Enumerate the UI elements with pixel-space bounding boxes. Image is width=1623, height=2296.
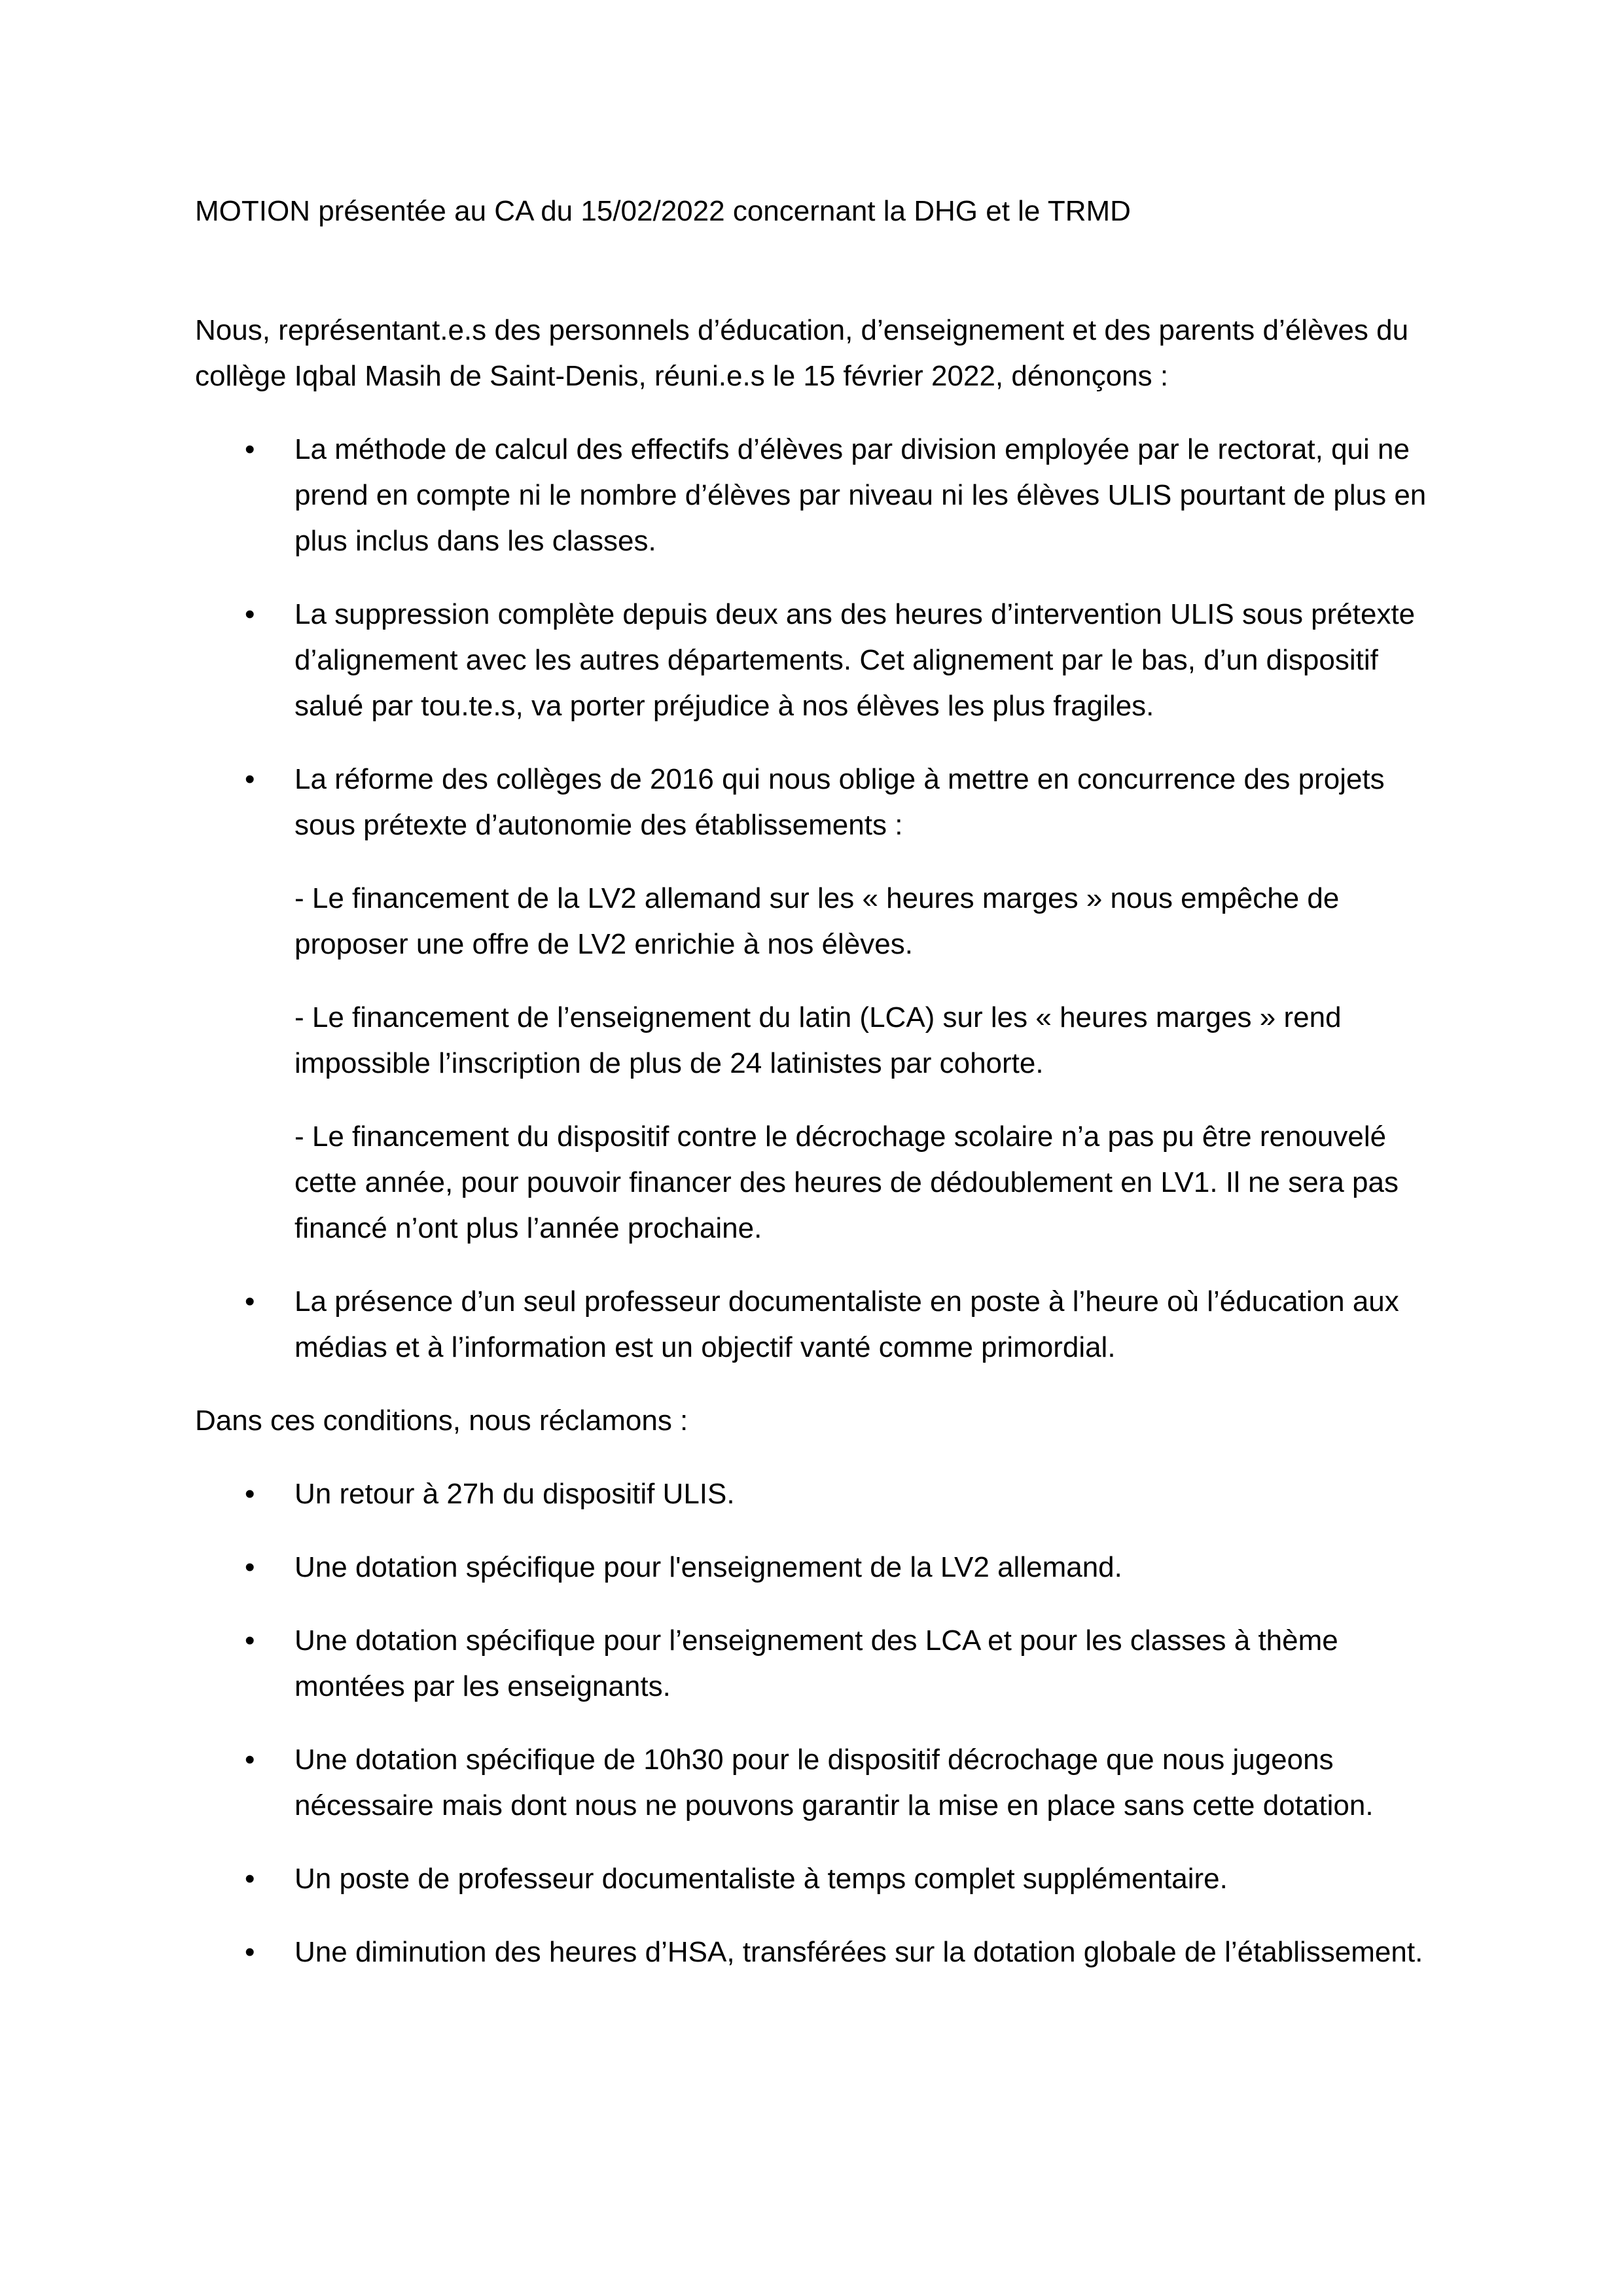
- bullet-icon: •: [245, 1624, 255, 1657]
- sub-point: - Le financement de la LV2 allemand sur les « heures marges » nous empêche de proposer une offre de LV2 enrichie à nos élèves.: [294, 882, 1340, 960]
- demand-item: [195, 1856, 1440, 1902]
- bullet-icon: •: [245, 1936, 255, 1968]
- demand-item: [195, 1618, 1440, 1710]
- conditions-paragraph: Dans ces conditions, nous réclamons :: [195, 1405, 688, 1437]
- sub-point: - Le financement du dispositif contre le décrochage scolaire n’a pas pu être renouvelé cette année, pour pouvoir financer des heures de dédoublement en LV1. Il ne sera pas financé n’ont plus l’année prochaine.: [294, 1121, 1399, 1244]
- denunciation-item: [195, 592, 1440, 729]
- intro-paragraph: Nous, représentant.e.s des personnels d’éducation, d’enseignement et des parents d’élèves du collège Iqbal Masih de Saint-Denis, réuni.e.s le 15 février 2022, dénonçons :: [195, 314, 1409, 392]
- bullet-icon: •: [245, 1863, 255, 1895]
- demand-text: Un poste de professeur documentaliste à temps complet supplémentaire.: [294, 1863, 1228, 1895]
- bullet-icon: •: [245, 1551, 255, 1583]
- demand-item: [195, 1471, 1440, 1517]
- bullet-icon: •: [245, 1285, 255, 1318]
- denunciation-text: La réforme des collèges de 2016 qui nous oblige à mettre en concurrence des projets sous prétexte d’autonomie des établissements :: [294, 763, 1385, 841]
- demands-list: [195, 1471, 1440, 1975]
- demand-item: [195, 1737, 1440, 1829]
- sub-point: - Le financement de l’enseignement du latin (LCA) sur les « heures marges » rend impossible l’inscription de plus de 24 latinistes par cohorte.: [294, 1001, 1342, 1079]
- denunciation-list-continued: [195, 1279, 1440, 1371]
- bullet-icon: •: [245, 1478, 255, 1510]
- bullet-icon: •: [245, 763, 255, 795]
- denunciation-item: [195, 1279, 1440, 1371]
- demand-text: Une diminution des heures d’HSA, transférées sur la dotation globale de l’établissement.: [294, 1936, 1423, 1968]
- denunciation-text: La suppression complète depuis deux ans des heures d’intervention ULIS sous prétexte d’alignement avec les autres départements. Cet alignement par le bas, d’un dispositif salué par tou.te.s, va porter préjudice à nos élèves les plus fragiles.: [294, 598, 1416, 722]
- demand-item: [195, 1929, 1440, 1975]
- denunciation-text: La méthode de calcul des effectifs d’élèves par division employée par le rectorat, qui ne prend en compte ni le nombre d’élèves par niveau ni les élèves ULIS pourtant de plus en plus inclus dans les classes.: [294, 433, 1427, 557]
- bullet-icon: •: [245, 598, 255, 630]
- demand-item: [195, 1545, 1440, 1590]
- denunciation-item: [195, 427, 1440, 564]
- bullet-icon: •: [245, 1744, 255, 1776]
- demand-text: Une dotation spécifique de 10h30 pour le dispositif décrochage que nous jugeons nécessaire mais dont nous ne pouvons garantir la mise en place sans cette dotation.: [294, 1744, 1374, 1821]
- denunciation-list: [195, 427, 1440, 848]
- demand-text: Une dotation spécifique pour l'enseignement de la LV2 allemand.: [294, 1551, 1122, 1583]
- document-title: MOTION présentée au CA du 15/02/2022 concernant la DHG et le TRMD: [195, 195, 1131, 227]
- demand-text: Une dotation spécifique pour l’enseignement des LCA et pour les classes à thème montées par les enseignants.: [294, 1624, 1338, 1702]
- bullet-icon: •: [245, 433, 255, 465]
- demand-text: Un retour à 27h du dispositif ULIS.: [294, 1478, 735, 1510]
- denunciation-text: La présence d’un seul professeur documentaliste en poste à l’heure où l’éducation aux médias et à l’information est un objectif vanté comme primordial.: [294, 1285, 1399, 1363]
- denunciation-item: [195, 757, 1440, 848]
